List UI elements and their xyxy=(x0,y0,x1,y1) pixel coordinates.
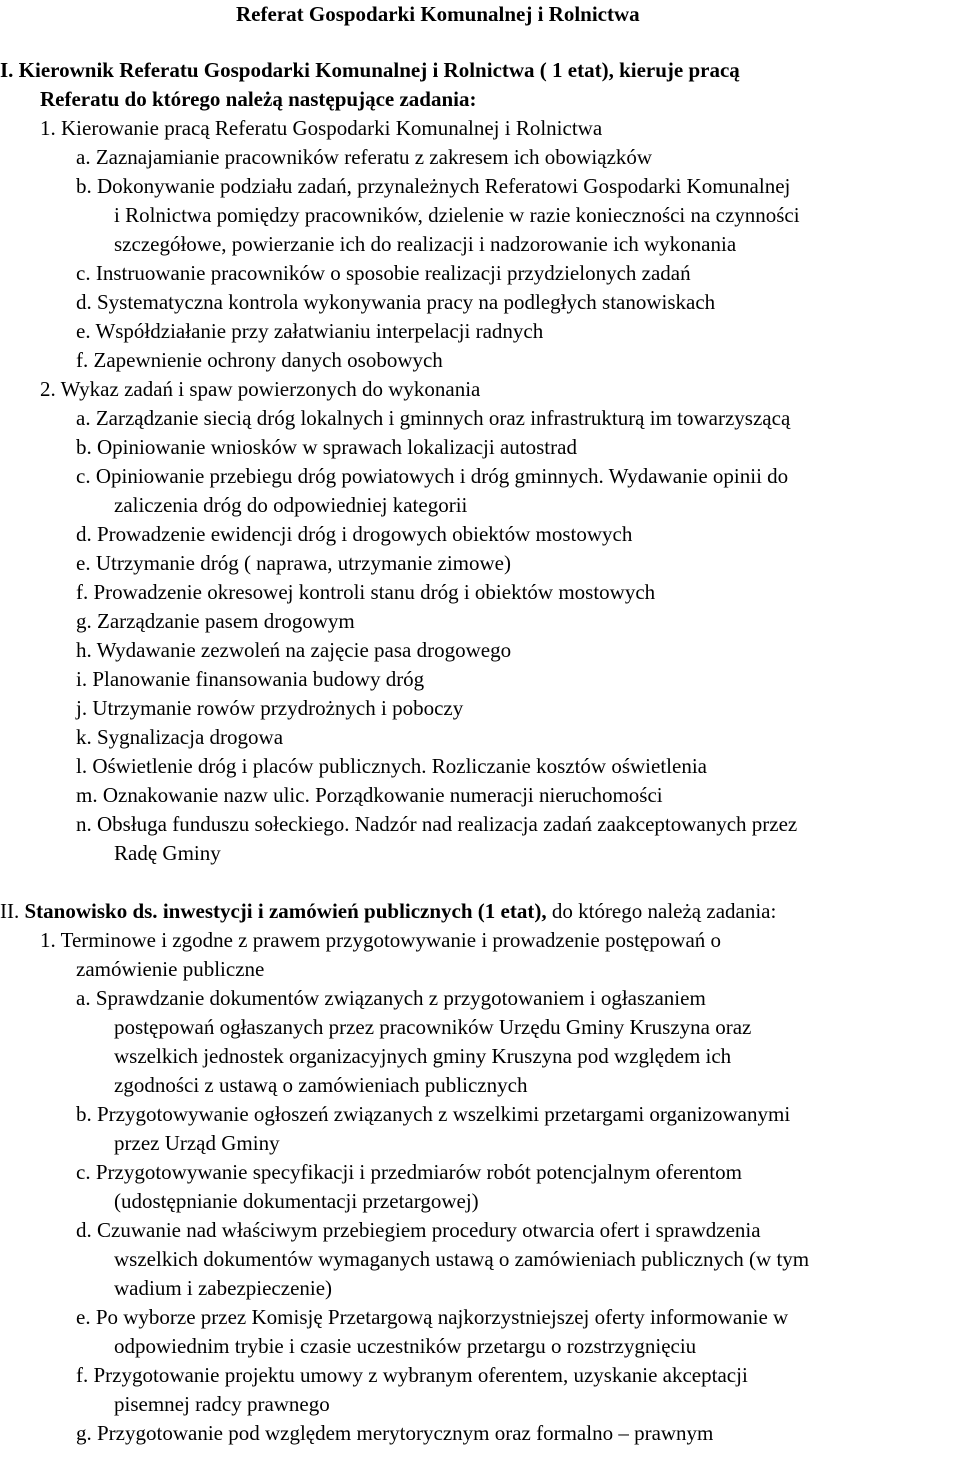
list-item-cont: zamówienie publiczne xyxy=(76,957,265,981)
section-1-heading-cont: Referatu do którego należą następujące zadania: xyxy=(40,87,477,111)
document-title: Referat Gospodarki Komunalnej i Rolnictwa xyxy=(236,2,640,26)
section-2-title-part1: Stanowisko ds. xyxy=(24,899,158,923)
section-1-heading: I. Kierownik Referatu Gospodarki Komunalnej i Rolnictwa ( 1 etat), kieruje pracą xyxy=(0,58,740,82)
list-item-cont: wadium i zabezpieczenie) xyxy=(114,1276,333,1300)
list-item: 2. Wykaz zadań i spaw powierzonych do wykonania xyxy=(40,377,481,401)
list-item-cont: Radę Gminy xyxy=(114,841,221,865)
list-item-cont: i Rolnictwa pomiędzy pracowników, dzielenie w razie konieczności na czynności xyxy=(114,203,800,227)
list-item: c. Instruowanie pracowników o sposobie realizacji przydzielonych zadań xyxy=(76,261,691,285)
section-2-title-part2: inwestycji i zamówień publicznych (1 etat), xyxy=(157,899,547,923)
list-item: g. Zarządzanie pasem drogowym xyxy=(76,609,355,633)
list-item: c. Opiniowanie przebiegu dróg powiatowych i dróg gminnych. Wydawanie opinii do xyxy=(76,464,789,488)
list-item: f. Prowadzenie okresowej kontroli stanu dróg i obiektów mostowych xyxy=(76,580,656,604)
list-item: e. Współdziałanie przy załatwianiu interpelacji radnych xyxy=(76,319,544,343)
list-item: a. Zarządzanie siecią dróg lokalnych i gminnych oraz infrastrukturą im towarzyszącą xyxy=(76,406,791,430)
list-item-cont: (udostępnianie dokumentacji przetargowej) xyxy=(114,1189,479,1213)
list-item: d. Czuwanie nad właściwym przebiegiem procedury otwarcia ofert i sprawdzenia xyxy=(76,1218,761,1242)
list-item: i. Planowanie finansowania budowy dróg xyxy=(76,667,425,691)
list-item: k. Sygnalizacja drogowa xyxy=(76,725,284,749)
list-item-cont: zgodności z ustawą o zamówieniach publicznych xyxy=(114,1073,528,1097)
list-item: m. Oznakowanie nazw ulic. Porządkowanie numeracji nieruchomości xyxy=(76,783,663,807)
list-item-cont: przez Urząd Gminy xyxy=(114,1131,280,1155)
list-item: g. Przygotowanie pod względem merytorycznym oraz formalno – prawnym xyxy=(76,1421,714,1445)
list-item-cont: odpowiednim trybie i czasie uczestników przetargu o rozstrzygnięciu xyxy=(114,1334,697,1358)
list-item: a. Zaznajamianie pracowników referatu z zakresem ich obowiązków xyxy=(76,145,653,169)
list-item: d. Systematyczna kontrola wykonywania pracy na podległych stanowiskach xyxy=(76,290,716,314)
list-item-cont: szczegółowe, powierzanie ich do realizacji i nadzorowanie ich wykonania xyxy=(114,232,737,256)
list-item: n. Obsługa funduszu sołeckiego. Nadzór nad realizacja zadań zaakceptowanych przez xyxy=(76,812,798,836)
list-item: 1. Terminowe i zgodne z prawem przygotowywanie i prowadzenie postępowań o xyxy=(40,928,722,952)
list-item: c. Przygotowywanie specyfikacji i przedmiarów robót potencjalnym oferentom xyxy=(76,1160,742,1184)
list-item: f. Zapewnienie ochrony danych osobowych xyxy=(76,348,443,372)
list-item: a. Sprawdzanie dokumentów związanych z przygotowaniem i ogłaszaniem xyxy=(76,986,706,1010)
section-2-number: II. xyxy=(0,899,25,923)
list-item: d. Prowadzenie ewidencji dróg i drogowych obiektów mostowych xyxy=(76,522,633,546)
list-item-cont: postępowań ogłaszanych przez pracowników Urzędu Gminy Kruszyna oraz xyxy=(114,1015,752,1039)
list-item: e. Po wyborze przez Komisję Przetargową najkorzystniejszej oferty informowanie w xyxy=(76,1305,789,1329)
list-item-cont: pisemnej radcy prawnego xyxy=(114,1392,330,1416)
section-2-heading xyxy=(0,897,776,926)
list-item: e. Utrzymanie dróg ( naprawa, utrzymanie zimowe) xyxy=(76,551,511,575)
list-item: f. Przygotowanie projektu umowy z wybranym oferentem, uzyskanie akceptacji xyxy=(76,1363,748,1387)
list-item-cont: wszelkich dokumentów wymaganych ustawą o zamówieniach publicznych (w tym xyxy=(114,1247,810,1271)
list-item: b. Dokonywanie podziału zadań, przynależnych Referatowi Gospodarki Komunalnej xyxy=(76,174,791,198)
list-item: b. Opiniowanie wniosków w sprawach lokalizacji autostrad xyxy=(76,435,577,459)
list-item: l. Oświetlenie dróg i placów publicznych. Rozliczanie kosztów oświetlenia xyxy=(76,754,707,778)
list-item: h. Wydawanie zezwoleń na zajęcie pasa drogowego xyxy=(76,638,512,662)
list-item-cont: wszelkich jednostek organizacyjnych gminy Kruszyna pod względem ich xyxy=(114,1044,732,1068)
list-item: 1. Kierowanie pracą Referatu Gospodarki Komunalnej i Rolnictwa xyxy=(40,116,603,140)
list-item: b. Przygotowywanie ogłoszeń związanych z wszelkimi przetargami organizowanymi xyxy=(76,1102,791,1126)
list-item: j. Utrzymanie rowów przydrożnych i poboczy xyxy=(76,696,464,720)
section-2-title-rest: do którego należą zadania: xyxy=(546,899,777,923)
list-item-cont: zaliczenia dróg do odpowiedniej kategorii xyxy=(114,493,468,517)
